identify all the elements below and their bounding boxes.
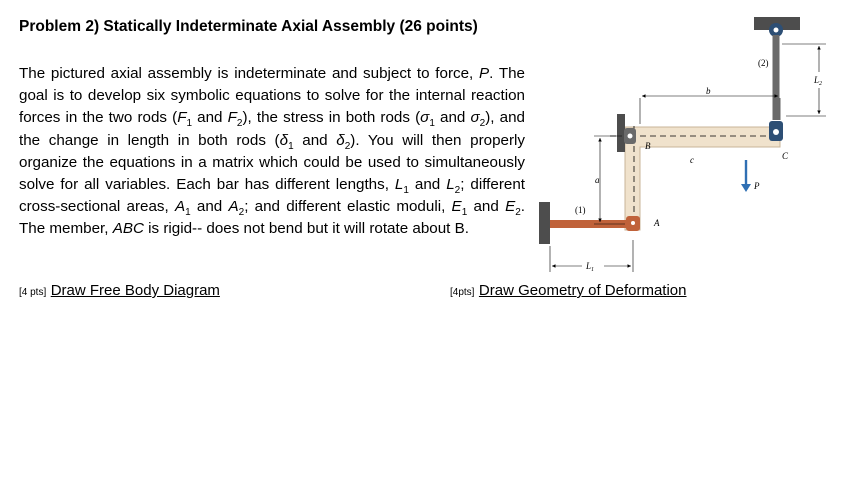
symbol: E <box>451 198 462 216</box>
subscript: 1 <box>403 185 409 197</box>
symbol: ABC <box>112 220 144 238</box>
pin-b-icon <box>628 134 633 139</box>
text-run: ), and the change in length in both rods ( <box>19 109 525 149</box>
label-point-a: A <box>654 218 660 228</box>
text-run: ; and different elastic moduli, <box>244 198 452 216</box>
subscript: 1 <box>186 118 193 130</box>
label-p: P <box>754 181 760 191</box>
problem-title: Problem 2) Statically Indeterminate Axial Assembly (26 points) <box>19 18 478 35</box>
text-run: ; different cross-sectional areas, <box>19 176 526 216</box>
symbol: L <box>394 176 404 194</box>
problem-statement <box>19 63 525 241</box>
symbol: F <box>227 109 237 127</box>
pin-a-icon <box>631 221 635 225</box>
wall-support-b <box>617 114 625 152</box>
pin-c-icon <box>773 129 779 135</box>
symbol: δ <box>279 131 289 149</box>
wall-support-rod1 <box>539 202 550 244</box>
subscript: 2 <box>515 207 521 219</box>
symbol: P <box>479 65 490 82</box>
task-label: Draw Geometry of Deformation <box>478 282 687 299</box>
text-run: and <box>190 198 229 216</box>
task-geometry-of-deformation <box>450 282 687 300</box>
label-point-b: B <box>645 141 651 151</box>
text-run: ), the stress in both rods ( <box>242 109 421 127</box>
task-label: Draw Free Body Diagram <box>50 282 220 299</box>
symbol: E <box>505 198 516 216</box>
assembly-diagram <box>530 10 830 280</box>
text-run: . The member, <box>19 198 525 238</box>
subscript: 2 <box>479 118 486 130</box>
task-free-body-diagram <box>19 282 220 300</box>
text-run: and <box>408 176 447 194</box>
symbol: L <box>446 176 455 194</box>
symbol: σ <box>420 109 430 127</box>
subscript: 1 <box>288 140 294 152</box>
label-rod-2: (2) <box>758 58 769 68</box>
rod-2 <box>773 35 780 120</box>
label-rod-1: (1) <box>575 205 586 215</box>
subscript: 2 <box>238 207 245 219</box>
symbol: A <box>228 198 239 216</box>
text-run: and <box>192 109 228 127</box>
text-run: and <box>293 131 337 149</box>
symbol: A <box>174 198 186 216</box>
subscript: 1 <box>185 207 191 219</box>
task-points: [4 pts] <box>19 287 47 298</box>
text-run: and <box>434 109 471 127</box>
text-run: The pictured axial assembly is indeterminate and subject to force, <box>19 65 479 82</box>
subscript: 2 <box>236 118 243 130</box>
label-l1: $L_1$ <box>586 261 595 273</box>
subscript: 2 <box>344 140 351 152</box>
subscript: 1 <box>429 118 435 130</box>
subscript: 2 <box>454 185 461 197</box>
text-run: is rigid-- does not bend but it will rotate about B. <box>143 220 469 238</box>
label-point-c: C <box>782 151 789 161</box>
subscript: 1 <box>461 207 468 219</box>
task-points: [4pts] <box>450 287 475 298</box>
text-run: . The goal is to develop six symbolic equations to solve for the internal reaction forces in the two rods ( <box>19 65 525 127</box>
label-l2: $L_2$ <box>814 75 823 87</box>
symbol: σ <box>470 109 480 127</box>
text-run: ). You will then properly organize the equations in a matrix which could be used to simultaneously solve for all variables. Each bar has different lengths, <box>19 131 525 194</box>
text-run: and <box>467 198 506 216</box>
label-a: a <box>595 175 600 185</box>
symbol: δ <box>336 131 345 149</box>
label-c: c <box>690 155 694 165</box>
label-b: b <box>706 86 711 96</box>
symbol: F <box>177 109 187 127</box>
